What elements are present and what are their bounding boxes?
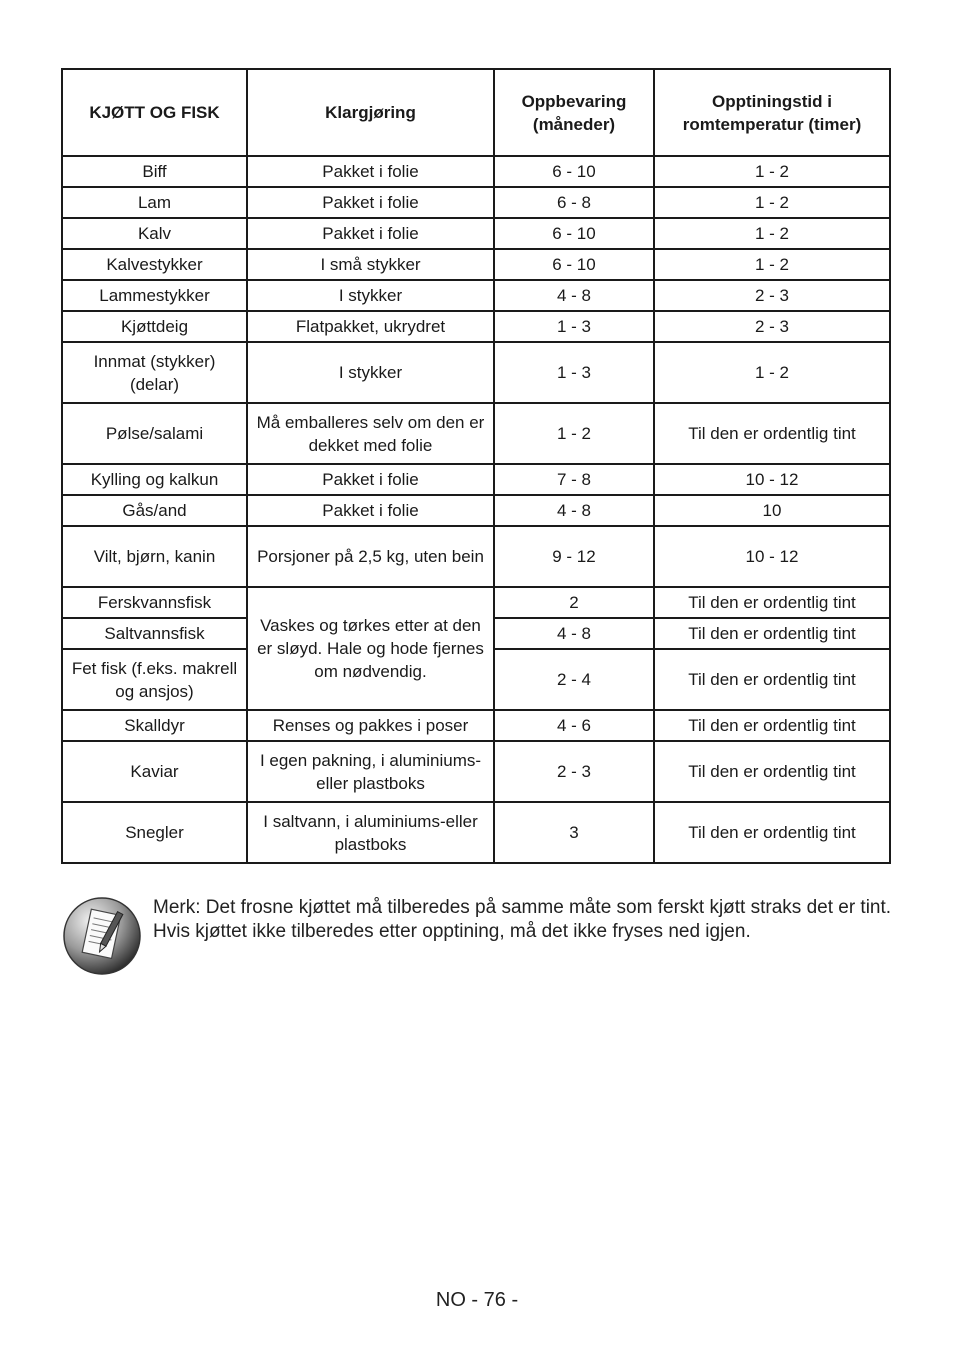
header-thaw-time: Opptiningstid i romtemperatur (timer) bbox=[654, 69, 890, 156]
freezer-storage-table bbox=[61, 68, 891, 864]
cell-thaw: 10 - 12 bbox=[654, 526, 890, 587]
table-row bbox=[62, 710, 890, 741]
cell-prep: Renses og pakkes i poser bbox=[247, 710, 494, 741]
cell-prep: I stykker bbox=[247, 280, 494, 311]
cell-item: Skalldyr bbox=[62, 710, 247, 741]
table-row bbox=[62, 280, 890, 311]
cell-months: 6 - 10 bbox=[494, 218, 654, 249]
cell-item: Kalv bbox=[62, 218, 247, 249]
table-row bbox=[62, 587, 890, 618]
cell-item: Innmat (stykker) (delar) bbox=[62, 342, 247, 403]
cell-prep: Pakket i folie bbox=[247, 495, 494, 526]
cell-thaw: Til den er ordentlig tint bbox=[654, 618, 890, 649]
table-row bbox=[62, 403, 890, 464]
header-storage-months: Oppbevaring (måneder) bbox=[494, 69, 654, 156]
cell-months: 6 - 8 bbox=[494, 187, 654, 218]
table-header-row bbox=[62, 69, 890, 156]
cell-prep: Pakket i folie bbox=[247, 187, 494, 218]
cell-item: Biff bbox=[62, 156, 247, 187]
cell-prep: I stykker bbox=[247, 342, 494, 403]
cell-thaw: Til den er ordentlig tint bbox=[654, 587, 890, 618]
cell-item: Kaviar bbox=[62, 741, 247, 802]
table-row bbox=[62, 495, 890, 526]
cell-months: 1 - 2 bbox=[494, 403, 654, 464]
table-row bbox=[62, 741, 890, 802]
notepad-icon bbox=[62, 896, 142, 976]
note-text: Merk: Det frosne kjøttet må tilberedes på samme måte som ferskt kjøtt straks det er tint. Hvis kjøttet ikke tilberedes etter opptining, må det ikke fryses ned igjen. bbox=[153, 897, 892, 942]
table-row bbox=[62, 156, 890, 187]
cell-prep: Vaskes og tørkes etter at den er sløyd. Hale og hode fjernes om nødvendig. bbox=[247, 587, 494, 710]
cell-months: 4 - 8 bbox=[494, 618, 654, 649]
cell-item: Pølse/salami bbox=[62, 403, 247, 464]
cell-thaw: 2 - 3 bbox=[654, 311, 890, 342]
cell-thaw: 10 bbox=[654, 495, 890, 526]
cell-item: Kjøttdeig bbox=[62, 311, 247, 342]
cell-thaw: 1 - 2 bbox=[654, 342, 890, 403]
table-row bbox=[62, 311, 890, 342]
cell-item: Ferskvannsfisk bbox=[62, 587, 247, 618]
cell-thaw: Til den er ordentlig tint bbox=[654, 802, 890, 863]
cell-thaw: Til den er ordentlig tint bbox=[654, 710, 890, 741]
table-row bbox=[62, 187, 890, 218]
table-row bbox=[62, 249, 890, 280]
cell-item: Kylling og kalkun bbox=[62, 464, 247, 495]
table-row bbox=[62, 802, 890, 863]
cell-months: 4 - 6 bbox=[494, 710, 654, 741]
cell-item: Gås/and bbox=[62, 495, 247, 526]
cell-prep: I saltvann, i aluminiums-eller plastboks bbox=[247, 802, 494, 863]
cell-months: 2 - 4 bbox=[494, 649, 654, 710]
cell-months: 6 - 10 bbox=[494, 156, 654, 187]
cell-prep: Flatpakket, ukrydret bbox=[247, 311, 494, 342]
cell-months: 2 - 3 bbox=[494, 741, 654, 802]
cell-thaw: 2 - 3 bbox=[654, 280, 890, 311]
table-row bbox=[62, 342, 890, 403]
cell-thaw: 1 - 2 bbox=[654, 249, 890, 280]
cell-thaw: 1 - 2 bbox=[654, 156, 890, 187]
page-number: NO - 76 - bbox=[435, 1289, 519, 1311]
cell-thaw: 1 - 2 bbox=[654, 187, 890, 218]
cell-prep: I egen pakning, i aluminiums- eller plastboks bbox=[247, 741, 494, 802]
cell-months: 9 - 12 bbox=[494, 526, 654, 587]
cell-months: 4 - 8 bbox=[494, 280, 654, 311]
cell-thaw: Til den er ordentlig tint bbox=[654, 649, 890, 710]
cell-prep: Porsjoner på 2,5 kg, uten bein bbox=[247, 526, 494, 587]
table-row bbox=[62, 464, 890, 495]
header-preparation: Klargjøring bbox=[247, 69, 494, 156]
note-box bbox=[62, 896, 892, 976]
cell-item: Saltvannsfisk bbox=[62, 618, 247, 649]
cell-prep: Pakket i folie bbox=[247, 464, 494, 495]
cell-months: 1 - 3 bbox=[494, 311, 654, 342]
cell-thaw: 1 - 2 bbox=[654, 218, 890, 249]
cell-item: Lammestykker bbox=[62, 280, 247, 311]
table-row bbox=[62, 218, 890, 249]
cell-prep: Pakket i folie bbox=[247, 218, 494, 249]
cell-item: Kalvestykker bbox=[62, 249, 247, 280]
table-row bbox=[62, 526, 890, 587]
cell-item: Fet fisk (f.eks. makrell og ansjos) bbox=[62, 649, 247, 710]
cell-thaw: 10 - 12 bbox=[654, 464, 890, 495]
cell-months: 1 - 3 bbox=[494, 342, 654, 403]
cell-prep: Må emballeres selv om den er dekket med folie bbox=[247, 403, 494, 464]
cell-months: 3 bbox=[494, 802, 654, 863]
cell-item: Lam bbox=[62, 187, 247, 218]
cell-months: 7 - 8 bbox=[494, 464, 654, 495]
cell-thaw: Til den er ordentlig tint bbox=[654, 403, 890, 464]
cell-item: Snegler bbox=[62, 802, 247, 863]
cell-item: Vilt, bjørn, kanin bbox=[62, 526, 247, 587]
cell-months: 4 - 8 bbox=[494, 495, 654, 526]
cell-prep: I små stykker bbox=[247, 249, 494, 280]
cell-prep: Pakket i folie bbox=[247, 156, 494, 187]
cell-months: 2 bbox=[494, 587, 654, 618]
cell-months: 6 - 10 bbox=[494, 249, 654, 280]
header-meat-fish: KJØTT OG FISK bbox=[62, 69, 247, 156]
cell-thaw: Til den er ordentlig tint bbox=[654, 741, 890, 802]
